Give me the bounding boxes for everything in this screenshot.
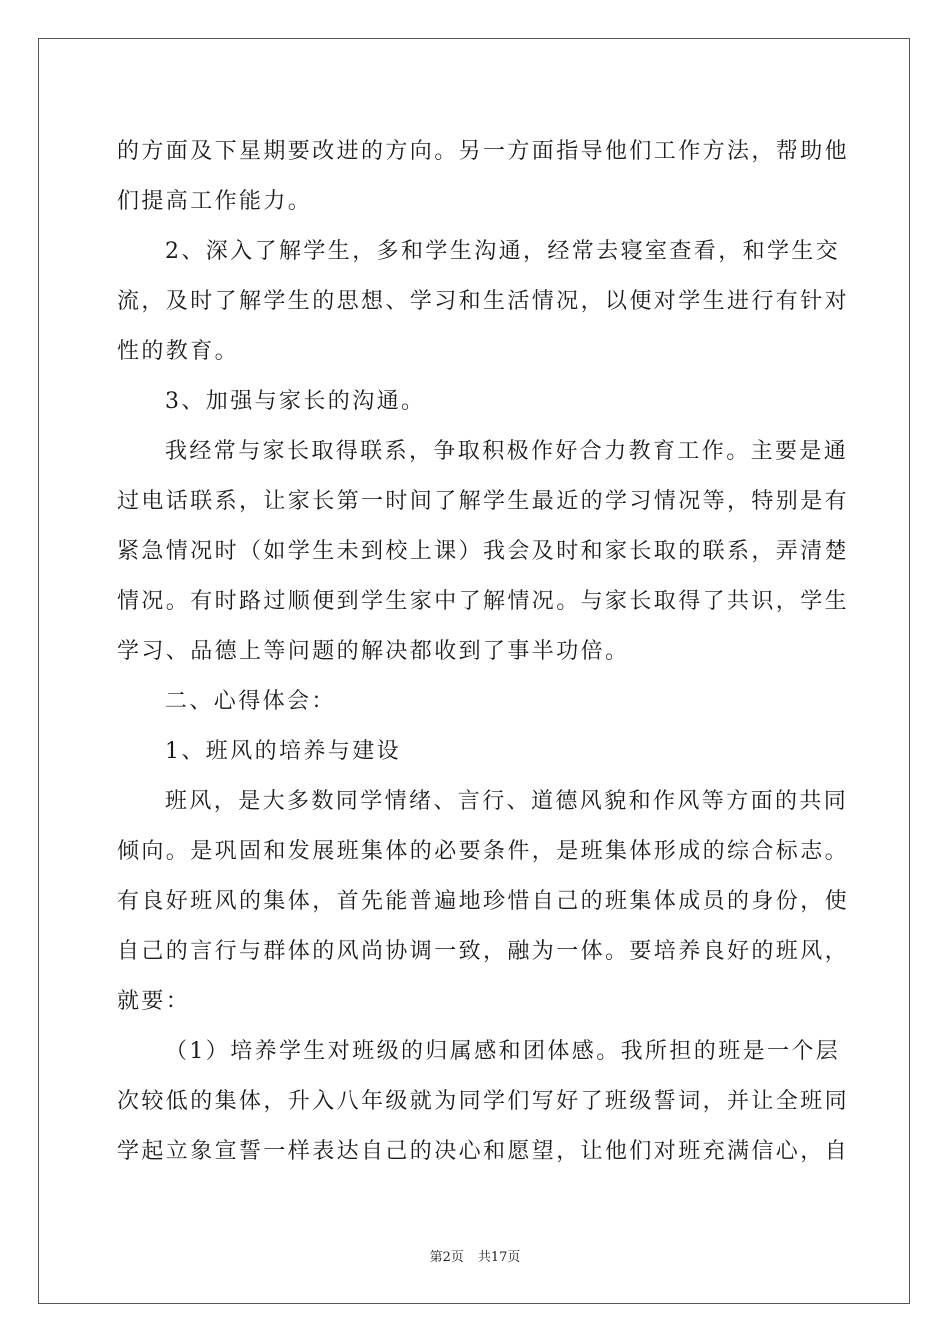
- text-line: 次较低的集体，升入八年级就为同学们写好了班级誓词，并让全班同: [117, 1089, 850, 1114]
- text-line: 紧急情况时（如学生未到校上课）我会及时和家长取的联系，弄清楚: [117, 539, 850, 564]
- text-line: 流，及时了解学生的思想、学习和生活情况，以便对学生进行有针对: [117, 289, 850, 314]
- text-line: 班风，是大多数同学情绪、言行、道德风貌和作风等方面的共同: [165, 789, 849, 814]
- page-number: 第2页: [429, 1250, 464, 1265]
- page-footer: [0, 1246, 950, 1265]
- text-line: 性的教育。: [117, 339, 240, 364]
- text-line: 过电话联系，让家长第一时间了解学生最近的学习情况等，特别是有: [117, 489, 850, 514]
- section-heading: 二、心得体会：: [165, 689, 336, 714]
- text-line: 我经常与家长取得联系，争取积极作好合力教育工作。主要是通: [165, 439, 849, 464]
- text-line: 倾向。是巩固和发展班集体的必要条件，是班集体形成的综合标志。: [117, 839, 850, 864]
- text-line: 的方面及下星期要改进的方向。另一方面指导他们工作方法，帮助他: [117, 139, 850, 164]
- text-line: 们提高工作能力。: [117, 189, 313, 214]
- subsection-heading: 1、班风的培养与建设: [165, 739, 401, 764]
- text-line: 有良好班风的集体，首先能普遍地珍惜自己的班集体成员的身份，使: [117, 889, 850, 914]
- text-line: 学起立象宣誓一样表达自己的决心和愿望，让他们对班充满信心，自: [117, 1139, 850, 1164]
- text-line: 自己的言行与群体的风尚协调一致，融为一体。要培养良好的班风，: [117, 939, 850, 964]
- text-line: 2、深入了解学生，多和学生沟通，经常去寝室查看，和学生交: [165, 239, 841, 264]
- text-line: 情况。有时路过顺便到学生家中了解情况。与家长取得了共识，学生: [117, 589, 850, 614]
- text-line: 学习、品德上等问题的解决都收到了事半功倍。: [117, 639, 630, 664]
- text-line: 就要：: [117, 989, 191, 1014]
- page-total: 共17页: [477, 1250, 521, 1265]
- document-body: [117, 127, 850, 1177]
- text-line: （1）培养学生对班级的归属感和团体感。我所担的班是一个层: [165, 1039, 841, 1064]
- text-line: 3、加强与家长的沟通。: [165, 389, 426, 414]
